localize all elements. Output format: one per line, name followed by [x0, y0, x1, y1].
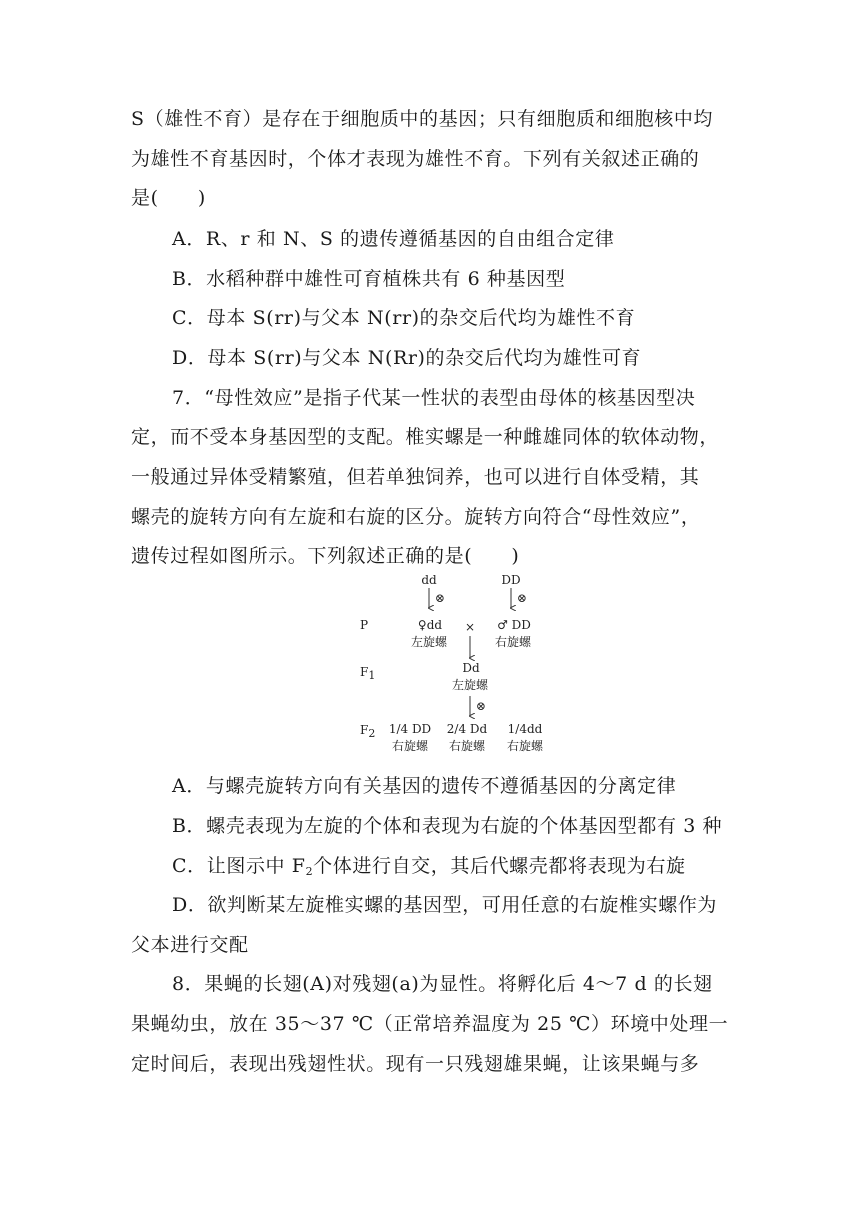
text-line: 为雄性不育基因时，个体才表现为雄性不育。下列有关叙述正确的 — [131, 148, 700, 170]
f2-phenotype-3: 右旋螺 — [506, 739, 544, 753]
text-line: 果蝇幼虫，放在 35～37 ℃（正常培养温度为 25 ℃）环境中处理一 — [131, 1013, 729, 1035]
row-label-p: P — [360, 618, 369, 632]
option-a: A．R、r 和 N、S 的遗传遵循基因的自由组合定律 — [172, 228, 615, 250]
option-d: D．母本 S(rr)与父本 N(Rr)的杂交后代均为雄性可育 — [172, 347, 642, 369]
cross-symbol: × — [464, 620, 476, 634]
selfing-icon: ⊗ — [517, 591, 528, 605]
text-line: 是( ) — [131, 187, 206, 209]
text-line: 遗传过程如图所示。下列叙述正确的是( ) — [131, 545, 520, 567]
male-phenotype: 右旋螺 — [494, 635, 532, 649]
f1-phenotype: 左旋螺 — [451, 678, 489, 692]
inheritance-diagram — [350, 570, 560, 756]
option-b: B．螺壳表现为左旋的个体和表现为右旋的个体基因型都有 3 种 — [172, 815, 723, 837]
text-line: S（雄性不育）是存在于细胞质中的基因；只有细胞质和细胞核中均 — [131, 108, 714, 130]
option-c: C．让图示中 $F_2$个体进行自交，其后代螺壳都将表现为右旋 — [172, 855, 686, 878]
text-line: 一般通过异体受精繁殖，但若单独饲养，也可以进行自体受精，其 — [131, 466, 700, 488]
selfing-icon: ⊗ — [435, 591, 446, 605]
text-line: 螺壳的旋转方向有左旋和右旋的区分。旋转方向符合“母性效应”， — [131, 506, 701, 528]
selfing-icon: ⊗ — [476, 699, 487, 713]
option-b: B．水稻种群中雄性可育植株共有 6 种基因型 — [172, 268, 566, 290]
option-a: A．与螺壳旋转方向有关基因的遗传不遵循基因的分离定律 — [172, 775, 677, 797]
male-genotype: ♂ DD — [497, 618, 531, 632]
row-label-f1: $F_1$ — [360, 665, 376, 682]
f1-genotype: Dd — [462, 661, 480, 675]
option-c: C．母本 S(rr)与父本 N(rr)的杂交后代均为雄性不育 — [172, 307, 636, 329]
text-line: 定时间后，表现出残翅性状。现有一只残翅雄果蝇，让该果蝇与多 — [131, 1053, 700, 1075]
f2-genotype-2: 2/4 Dd — [446, 722, 488, 736]
f2-genotype-3: 1/4dd — [507, 722, 543, 736]
label-top-right: DD — [501, 573, 521, 587]
text-line: 父本进行交配 — [131, 934, 249, 956]
label-top-left: dd — [421, 573, 437, 587]
female-phenotype: 左旋螺 — [410, 635, 448, 649]
option-d: D．欲判断某左旋椎实螺的基因型，可用任意的右旋椎实螺作为 — [172, 894, 718, 916]
row-label-f2: $F_2$ — [360, 723, 376, 740]
f2-genotype-1: 1/4 DD — [388, 722, 432, 736]
female-genotype: ♀dd — [417, 618, 443, 632]
question-7-start: 7．“母性效应”是指子代某一性状的表型由母体的核基因型决 — [172, 387, 696, 409]
f2-phenotype-2: 右旋螺 — [448, 739, 486, 753]
question-8-start: 8．果蝇的长翅(A)对残翅(a)为显性。将孵化后 4～7 d 的长翅 — [172, 973, 713, 995]
text-line: 定，而不受本身基因型的支配。椎实螺是一种雌雄同体的软体动物， — [131, 426, 720, 448]
f2-phenotype-1: 右旋螺 — [391, 739, 429, 753]
